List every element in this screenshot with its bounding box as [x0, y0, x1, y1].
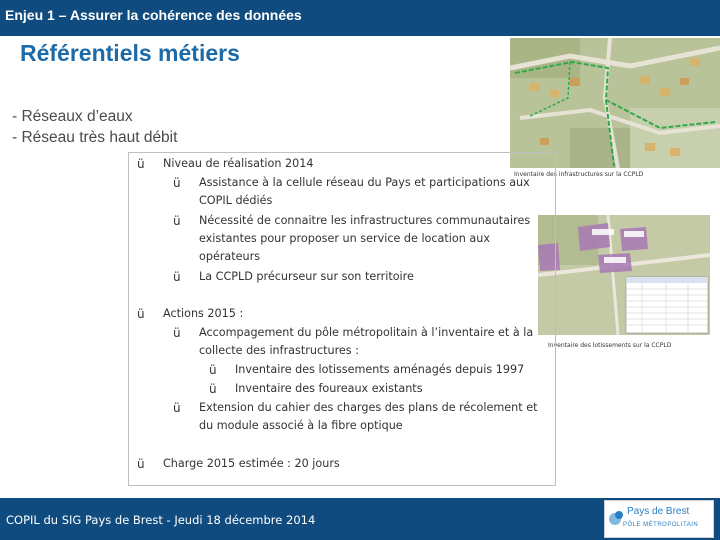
check-icon: ü	[209, 363, 217, 377]
logo-line2: PÔLE MÉTROPOLITAIN	[623, 522, 699, 528]
pays-de-brest-logo	[604, 500, 714, 538]
logo-line1: Pays de Brest	[627, 506, 690, 517]
section2-subitem1: Inventaire des lotissements aménagés depuis 1997	[235, 363, 525, 376]
check-icon: ü	[173, 326, 181, 340]
section1-item1-line2: COPIL dédiés	[199, 194, 273, 207]
section1-item2-line2: existantes pour proposer un service de location aux	[199, 232, 490, 245]
section1-item2-line3: opérateurs	[199, 250, 261, 263]
content-box	[128, 152, 556, 486]
domain-list	[12, 106, 177, 148]
section2-item1-line2: collecte des infrastructures :	[199, 344, 359, 357]
check-icon: ü	[173, 401, 181, 415]
check-icon: ü	[173, 270, 181, 284]
footer-text: COPIL du SIG Pays de Brest - Jeudi 18 décembre 2014	[6, 513, 316, 527]
check-icon: ü	[209, 382, 217, 396]
section3-title: Charge 2015 estimée : 20 jours	[163, 457, 340, 470]
infrastructure-map-caption: Inventaire des infrastructures sur la CCPLD	[514, 171, 644, 178]
section2-item1-line1: Accompagement du pôle métropolitain à l’inventaire et à la	[199, 326, 534, 339]
section2-subitem2: Inventaire des foureaux existants	[235, 382, 423, 395]
domain-item-broadband: - Réseau très haut débit	[12, 129, 178, 146]
infrastructure-map	[510, 38, 720, 168]
section1-item1-line1: Assistance à la cellule réseau du Pays et participations aux	[199, 176, 530, 189]
section2-item2-line2: du module associé à la fibre optique	[199, 419, 403, 432]
check-icon: ü	[137, 307, 145, 321]
section1-item2-line1: Nécessité de connaitre les infrastructures communautaires	[199, 214, 531, 227]
section2-item2-line1: Extension du cahier des charges des plans de récolement et	[199, 401, 538, 414]
check-icon: ü	[137, 157, 145, 171]
lotissement-map	[538, 215, 710, 335]
header-title: Enjeu 1 – Assurer la cohérence des données	[5, 7, 302, 23]
check-icon: ü	[173, 176, 181, 190]
section1-title: Niveau de réalisation 2014	[163, 157, 314, 170]
domain-item-water: - Réseaux d’eaux	[12, 108, 133, 125]
slide-title: Référentiels métiers	[20, 40, 240, 66]
check-icon: ü	[137, 457, 145, 471]
check-icon: ü	[173, 214, 181, 228]
section2-title: Actions 2015 :	[163, 307, 244, 320]
lotissement-map-caption: Inventaire des lotissements sur la CCPLD	[548, 342, 672, 349]
section1-item3-line1: La CCPLD précurseur sur son territoire	[199, 270, 414, 283]
header-bar	[0, 0, 720, 36]
